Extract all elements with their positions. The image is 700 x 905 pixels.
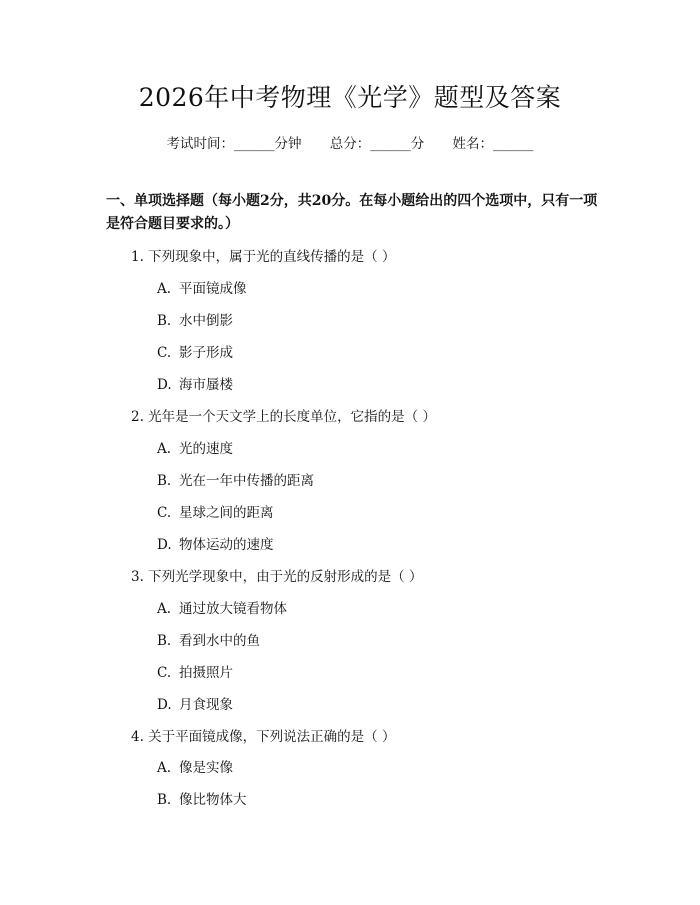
question-3-stem: 3. 下列光学现象中，由于光的反射形成的是（ ） xyxy=(131,569,423,585)
question-1-option-c xyxy=(157,341,233,361)
question-3-option-a xyxy=(157,597,287,617)
question-3-option-c xyxy=(157,661,233,681)
total-score-field: 总分：______分 xyxy=(329,136,425,152)
question-1-option-a xyxy=(157,277,247,297)
question-2-option-d xyxy=(157,533,274,553)
option-text: 光的速度 xyxy=(179,441,233,457)
option-letter: C. xyxy=(157,505,172,521)
option-text: 光在一年中传播的距离 xyxy=(179,473,314,489)
question-3-option-b xyxy=(157,629,260,649)
option-letter: B. xyxy=(157,473,172,489)
option-letter: A. xyxy=(157,441,172,457)
option-letter: B. xyxy=(157,313,172,329)
question-4-option-b xyxy=(157,788,247,808)
option-text: 像是实像 xyxy=(179,760,233,776)
question-2-option-c xyxy=(157,501,274,521)
section-heading: 一、单项选择题（每小题2分，共20分。在每小题给出的四个选项中，只有一项是符合题目要求的。） xyxy=(106,193,598,232)
option-text: 平面镜成像 xyxy=(179,281,247,297)
question-2-stem: 2. 光年是一个天文学上的长度单位，它指的是（ ） xyxy=(131,409,436,425)
option-text: 影子形成 xyxy=(179,345,233,361)
student-name-field: 姓名：______ xyxy=(452,136,534,152)
option-text: 像比物体大 xyxy=(179,792,247,808)
option-letter: D. xyxy=(157,697,172,713)
question-1-stem: 1. 下列现象中，属于光的直线传播的是（ ） xyxy=(131,249,396,265)
question-2-option-b xyxy=(157,469,314,489)
option-text: 通过放大镜看物体 xyxy=(179,601,287,617)
option-text: 水中倒影 xyxy=(179,313,233,329)
question-1-option-b xyxy=(157,309,233,329)
option-text: 物体运动的速度 xyxy=(179,537,274,553)
option-text: 月食现象 xyxy=(179,697,233,713)
option-letter: C. xyxy=(157,665,172,681)
option-letter: A. xyxy=(157,760,172,776)
option-letter: D. xyxy=(157,537,172,553)
option-text: 看到水中的鱼 xyxy=(179,633,260,649)
option-letter: A. xyxy=(157,281,172,297)
option-letter: D. xyxy=(157,377,172,393)
exam-meta xyxy=(0,132,700,152)
question-1-option-d xyxy=(157,373,233,393)
option-letter: B. xyxy=(157,633,172,649)
option-text: 海市蜃楼 xyxy=(179,377,233,393)
exam-time-field: 考试时间：______分钟 xyxy=(166,136,302,152)
question-3-option-d xyxy=(157,693,233,713)
option-letter: B. xyxy=(157,792,172,808)
exam-title: 2026年中考物理《光学》题型及答案 xyxy=(138,83,562,112)
question-4-stem: 4. 关于平面镜成像，下列说法正确的是（ ） xyxy=(131,729,396,745)
question-2-option-a xyxy=(157,437,233,457)
option-letter: C. xyxy=(157,345,172,361)
option-letter: A. xyxy=(157,601,172,617)
option-text: 拍摄照片 xyxy=(179,665,233,681)
option-text: 星球之间的距离 xyxy=(179,505,274,521)
question-4-option-a xyxy=(157,756,233,776)
